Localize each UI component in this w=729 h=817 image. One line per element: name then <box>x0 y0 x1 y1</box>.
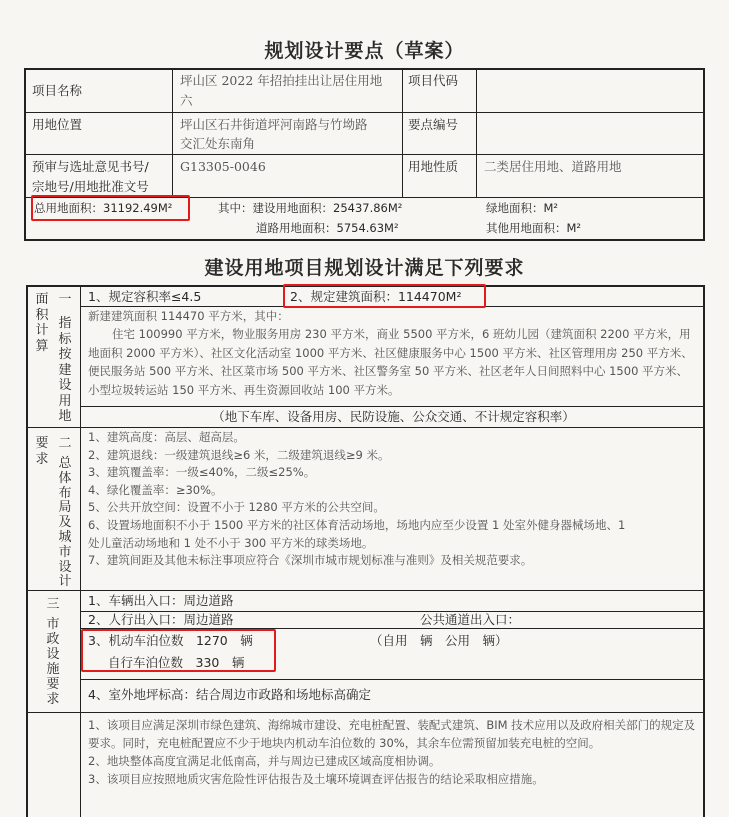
gfa-breakdown-detail: 住宅 100990 平方米，物业服务用房 230 平方米，商业 5500 平方米，6 班幼儿园（建筑面积 2200 平方米，用地面积 2000 平方米）、社区文化活动室 1000 平方米、社区健康服务中心 1500 平方米、社区管理用房 250 平方米、便民服务站 500 平方米、社区菜市场 500 平方米、社区警务室 50 平方米、社区老年人日间照料中心 1500 平方米、小型垃圾转运站 150 平方米、再生资源回收站 100 平方米。 <box>88 327 693 397</box>
table-border <box>26 590 704 591</box>
vehicle-access: 1、车辆出入口：周边道路 <box>88 593 234 608</box>
far-exclusion-note: （地下车库、设备用房、民防设施、公众交通、不计规定容积率） <box>212 409 575 424</box>
location-label: 用地位置 <box>32 117 83 132</box>
section-1-number: 一 <box>58 292 72 307</box>
section-1-subtitle: 指标按建设用地 <box>58 316 72 424</box>
list-item: 7、建筑间距及其他未标注事项应符合《深圳市城市规划标准与准则》及相关规范要求。 <box>88 553 533 568</box>
project-code-label: 项目代码 <box>408 73 459 88</box>
table-border <box>703 285 705 817</box>
list-item: 3、该项目应按照地质灾害危险性评估报告及土壤环境调查评估报告的结论采取相应措施。 <box>88 772 544 786</box>
table-border <box>476 68 477 198</box>
table-border <box>24 112 705 113</box>
ground-elevation: 4、室外地坪标高：结合周边市政路和场地标高确定 <box>88 687 371 702</box>
other-area: 其他用地面积：M² <box>486 221 582 235</box>
pedestrian-access: 2、人行出入口：周边道路 <box>88 612 234 627</box>
list-item: 4、绿化覆盖率：≥30%。 <box>88 482 223 497</box>
point-no-label: 要点编号 <box>408 117 459 132</box>
green-area: 绿地面积：M² <box>486 201 559 215</box>
section-2-subtitle: 总体布局及城市设计 <box>58 456 72 590</box>
section-4-items <box>88 716 700 788</box>
list-item: 1、该项目应满足深圳市绿色建筑、海绵城市建设、充电桩配置、装配式建筑、BIM 技术应用以及政府相关部门的规定及要求。同时，充电桩配置应不少于地块内机动车泊位数的 30%，其余车位需预留加装充电桩的空间。 <box>88 718 696 750</box>
road-area: 道路用地面积：5754.63M² <box>256 221 399 235</box>
table-border <box>402 68 403 198</box>
build-area: 其中：建设用地面积：25437.86M² <box>218 201 403 215</box>
table-border <box>24 239 705 241</box>
table-border <box>26 285 28 817</box>
table-border <box>80 285 81 817</box>
public-passage-access: 公共通道出入口： <box>420 612 521 627</box>
document-title: 规划设计要点（草案） <box>264 40 465 62</box>
highlight-box <box>283 284 486 308</box>
section-title: 建设用地项目规划设计满足下列要求 <box>204 257 525 279</box>
project-name-value-cont: 六 <box>180 93 193 108</box>
list-item: 2、地块整体高度宜满足北低南高，并与周边已建成区域高度相协调。 <box>88 754 441 768</box>
section-2-items <box>88 429 700 570</box>
total-area: 总用地面积：31192.49M² <box>34 201 173 215</box>
permit-value: G13305-0046 <box>180 159 266 174</box>
table-border <box>80 679 704 680</box>
list-item: 3、建筑覆盖率：一级≤40%，二级≤25%。 <box>88 465 316 480</box>
project-name-label: 项目名称 <box>32 83 83 98</box>
table-border <box>24 154 705 155</box>
table-border <box>24 68 705 70</box>
location-value: 坪山区石井街道坪河南路与竹坳路 <box>180 117 368 132</box>
project-name-value: 坪山区 2022 年招拍挂出让居住用地 <box>180 73 383 88</box>
highlight-box <box>31 195 190 221</box>
parking-own-public: （自用 辆 公用 辆） <box>370 633 508 648</box>
list-item: 6、设置场地面积不小于 1500 平方米的社区体育活动场地，场地内应至少设置 1 处室外健身器械场地、1 <box>88 517 626 532</box>
table-border <box>80 406 704 407</box>
land-nature-value: 二类居住用地、道路用地 <box>484 159 622 174</box>
land-nature-label: 用地性质 <box>408 159 459 174</box>
highlight-box <box>81 629 276 672</box>
bike-parking: 自行车泊位数 330 辆 <box>108 655 245 670</box>
far-requirement: 1、规定容积率≤4.5 <box>88 289 202 304</box>
permit-label: 预审与选址意见书号/ <box>32 159 149 174</box>
table-border <box>26 427 704 428</box>
car-parking: 3、机动车泊位数 1270 辆 <box>88 633 253 648</box>
list-item: 2、建筑退线：一级建筑退线≥6 米，二级建筑退线≥9 米。 <box>88 447 390 462</box>
table-border <box>26 712 704 713</box>
location-value-cont: 交汇处东南角 <box>180 136 256 151</box>
gfa-requirement: 2、规定建筑面积：114470M² <box>290 289 462 304</box>
section-3-number: 三 <box>46 597 60 612</box>
category-requirements: 要求 <box>35 436 49 467</box>
section-3-subtitle: 市政设施要求 <box>46 617 60 707</box>
category-area-calc: 面积计算 <box>35 292 49 354</box>
list-item: 1、建筑高度：高层、超高层。 <box>88 430 245 444</box>
table-border <box>172 68 173 198</box>
list-item: 处儿童活动场地和 1 处不小于 300 平方米的球类场地。 <box>88 535 374 550</box>
gfa-breakdown-intro: 新建建筑面积 114470 平方米，其中： <box>88 309 289 323</box>
list-item: 5、公共开放空间：设置不小于 1280 平方米的公共空间。 <box>88 500 385 515</box>
permit-label-cont: 宗地号/用地批准文号 <box>32 179 149 194</box>
section-2-number: 二 <box>58 436 72 451</box>
